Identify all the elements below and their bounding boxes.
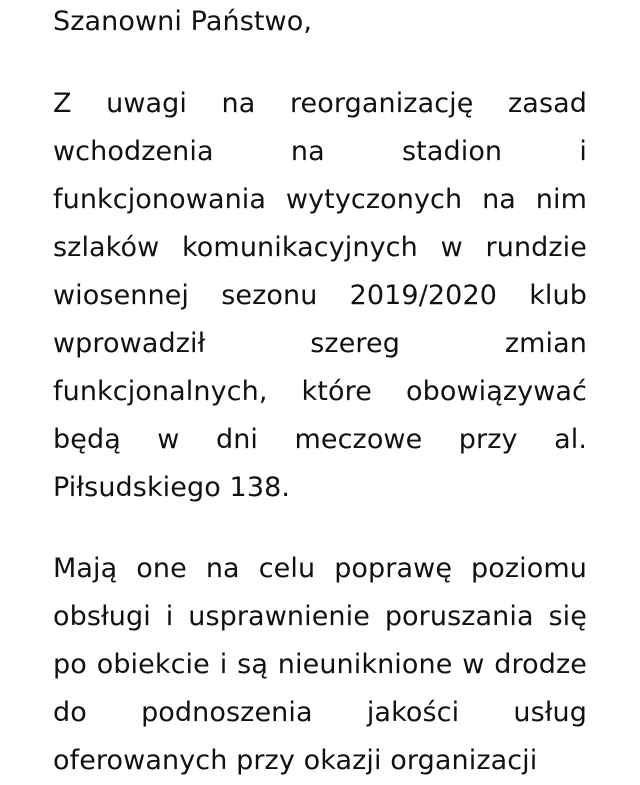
paragraph-reorganization: Z uwagi na reorganizację zasad wchodzenia na stadion i funkcjonowania wytyczonych na nim szlaków komunikacyjnych w rundzie wiosennej sezonu 2019/2020 klub wprowadził szereg zmian funkcjonalnych, które obowiązywać będą w dni meczowe przy al. Piłsudskiego 138. [53,88,587,503]
greeting: Szanowni Państwo, [53,6,313,37]
letter-body [53,0,587,785]
paragraph-purpose: Mają one na celu poprawę poziomu obsługi i usprawnienie poruszania się po obiekcie i są nieuniknione w drodze do podnoszenia jakości usług oferowanych przy okazji organizacji [53,553,587,776]
